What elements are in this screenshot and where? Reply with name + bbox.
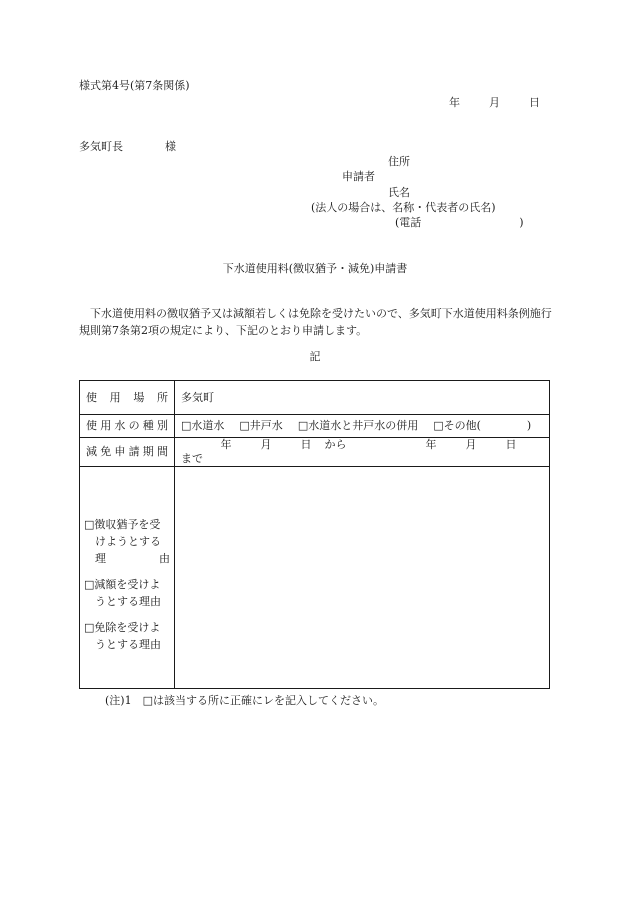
date-line	[449, 96, 540, 110]
period-from-month: 月	[260, 438, 272, 451]
location-label: 使用場所	[80, 381, 175, 415]
period-from-day: 日	[300, 438, 312, 451]
addressee-name: 多気町長	[79, 140, 123, 153]
document-title: 下水道使用料(徴収猶予・減免)申請書	[222, 262, 408, 275]
reason-deferral-line2: けようとする	[95, 535, 161, 548]
reason-value[interactable]	[175, 467, 550, 689]
reason-deferral-line3	[84, 550, 170, 567]
tel-open: (電話	[395, 216, 422, 229]
address-label: 住所	[388, 155, 410, 168]
period-from: から	[324, 438, 347, 451]
period-to: まで	[181, 452, 203, 465]
reason-deferral-line1: □徴収猶予を受	[84, 518, 161, 531]
water-type-options	[175, 415, 550, 438]
body-paragraph: 下水道使用料の徴収猶予又は減額若しくは免除を受けたいので、多気町下水道使用料条例施行規則第7条第2項の規定により、下記のとおり申請します。	[79, 307, 552, 337]
corporate-note: (法人の場合は、名称・代表者の氏名)	[311, 201, 496, 214]
date-month: 月	[489, 96, 500, 109]
table-row-reason	[80, 467, 550, 689]
applicant-label: 申請者	[342, 170, 375, 183]
reason-char-yu: 由	[159, 552, 170, 565]
reason-reduction-line2: うとする理由	[95, 595, 161, 608]
reason-char-ri: 理	[95, 552, 106, 565]
telephone-line	[395, 216, 524, 230]
name-label: 氏名	[388, 186, 410, 199]
checkbox-other-water[interactable]: □その他(	[433, 419, 481, 432]
form-number: 様式第4号(第7条関係)	[79, 79, 190, 92]
addressee-honorific: 様	[165, 140, 176, 153]
location-value[interactable]: 多気町	[175, 381, 550, 415]
table-row-period	[80, 438, 550, 467]
reason-exemption-line1: □免除を受けよ	[84, 621, 161, 634]
table-row-location	[80, 381, 550, 415]
reason-reduction-line1: □減額を受けよ	[84, 578, 161, 591]
application-table	[79, 380, 550, 689]
reason-deferral[interactable]	[84, 516, 170, 567]
footnote: (注)1 □は該当する所に正確にレを記入してください。	[105, 694, 384, 707]
period-to-month: 月	[465, 438, 477, 451]
checkbox-combined-water[interactable]: □水道水と井戸水の併用	[297, 419, 419, 432]
date-day: 日	[529, 96, 540, 109]
period-from-year: 年	[220, 438, 232, 451]
checkbox-well-water[interactable]: □井戸水	[239, 419, 283, 432]
addressee	[79, 140, 176, 154]
tel-close: )	[519, 216, 524, 229]
reason-labels	[80, 467, 175, 689]
ki-heading: 記	[309, 350, 321, 363]
table-row-water-type	[80, 415, 550, 438]
reason-reduction[interactable]	[84, 576, 170, 610]
reason-exemption-line2: うとする理由	[95, 638, 161, 651]
period-label: 減免申請期間	[80, 438, 175, 467]
period-to-year: 年	[425, 438, 437, 451]
period-to-day: 日	[505, 438, 517, 451]
other-close-paren: )	[526, 419, 532, 432]
reason-exemption[interactable]	[84, 619, 170, 653]
water-type-label: 使用水の種別	[80, 415, 175, 438]
checkbox-tap-water[interactable]: □水道水	[181, 419, 225, 432]
date-year: 年	[449, 96, 460, 109]
period-value[interactable]	[175, 438, 550, 467]
